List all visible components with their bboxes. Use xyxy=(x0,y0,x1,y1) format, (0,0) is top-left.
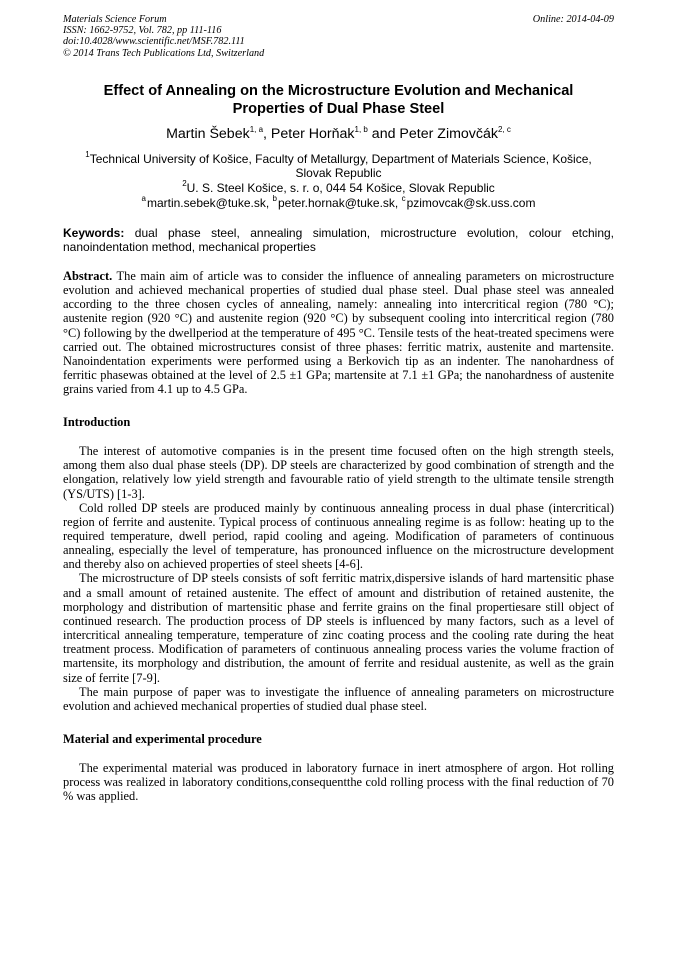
author-separator: and xyxy=(367,125,400,142)
affiliation-mark: 1 xyxy=(85,149,90,159)
paragraph: Cold rolled DP steels are produced mainly by continuous annealing process in dual phase (intercritical) region of ferrite and austenite. Typical process of continuous annealing regime is as follow: heating up to the required temperature, dwell period, rapid cooling and ageing. Modification of parameters of continuous annealing, especially the level of temperature, has pronounced influence on the microstructure development and thereby also on achieved properties of steel sheets [4-6]. xyxy=(63,500,614,572)
author-affiliation-mark: 2, c xyxy=(497,124,511,134)
keywords-text: dual phase steel, annealing simulation, microstructure evolution, colour etching, nanoindentation method, mechanical properties xyxy=(63,226,614,255)
affiliation-mark: 2 xyxy=(182,179,187,188)
email-link[interactable]: martin.sebek@tuke.sk, xyxy=(146,195,273,210)
affiliations xyxy=(63,149,614,210)
paper-page xyxy=(63,14,614,803)
author-name: Peter Zimovčák xyxy=(399,125,498,142)
affiliation-1-country: Slovak Republic xyxy=(295,166,382,181)
copyright-line: © 2014 Trans Tech Publications Ltd, Switzerland xyxy=(63,47,265,59)
author-name: Martin Šebek xyxy=(166,125,250,142)
abstract-block xyxy=(63,269,614,396)
doi-line: doi:10.4028/www.scientific.net/MSF.782.111 xyxy=(63,36,245,48)
paragraph: The experimental material was produced in laboratory furnace in inert atmosphere of argon. Hot rolling process was realized in laboratory conditions,consequentthe cold rolling process with the final reduction of 70 % was applied. xyxy=(63,761,614,804)
author-separator: , xyxy=(263,125,271,142)
email-mark: a xyxy=(141,193,146,203)
author-affiliation-mark: 1, a xyxy=(249,124,264,134)
paragraph: The interest of automotive companies is in the present time focused often on the high strength steels, among them also dual phase steels (DP). DP steels are characterized by good combination of strength and the elongation, relatively low yield strength and favourable ratio of yield strength to the ultimate tensile strength (YS/UTS) [1-3]. xyxy=(63,444,614,501)
journal-name: Materials Science Forum xyxy=(63,14,167,25)
online-date: Online: 2014-04-09 xyxy=(532,14,614,25)
journal-header xyxy=(63,14,614,59)
section-heading-introduction: Introduction xyxy=(63,415,131,430)
keywords-block xyxy=(63,226,614,254)
affiliation-text: U. S. Steel Košice, s. r. o, 044 54 Košice, Slovak Republic xyxy=(186,181,495,195)
paragraph: The microstructure of DP steels consists of soft ferritic matrix,dispersive islands of hard martensitic phase and a small amount of retained austenite. The effect of amount and distribution of retained austenite, the morphology and distribution of martensitic phase and ferrite grains on the final propertiesare still object of continued research. The production process of DP steels is influenced by many factors, such as a level of intercritical annealing temperature, temperature of zinc coating process and the cooling rate during the heat treatment process. Modification of parameters of continuous annealing process varies the volume fraction of martensite, its morphology and distribution, the amount of ferrite and residual austenite, as well as the grain size of ferrite [7-9]. xyxy=(63,571,614,685)
keywords-label: Keywords: xyxy=(63,226,125,241)
email-mark: b xyxy=(272,193,277,203)
abstract-text: The main aim of article was to consider the influence of annealing parameters on microstructure evolution and achieved mechanical properties of studied dual phase steel. Dual phase steel was annealed according to the three chosen cycles of annealing, namely: annealing into intercritical region (780 °C); austenite region (920 °C) and austenite region (920 °C) by subsequent cooling into intercritical region (780 °C) following by the dwellperiod at the temperature of 495 °C. Tensile tests of the heat-treated specimens were carried out. The obtained microstructures consist of three phases: ferritic matrix, austenite and martensite. Nanoindentation experiments were performed using a Berkovich tip as an indenter. The nanohardness of ferritic phasewas obtained at the level of 2.5 ±1 GPa; martensite at 7.1 ±1 GPa; the nanohardness of austenite grains varied from 4.1 up to 4.5 GPa. xyxy=(63,269,614,396)
email-list xyxy=(63,193,614,211)
section-heading-materials: Material and experimental procedure xyxy=(63,732,262,746)
author-affiliation-mark: 1, b xyxy=(354,124,368,134)
paragraph: The main purpose of paper was to investigate the influence of annealing parameters on microstructure evolution and achieved mechanical properties of studied dual phase steel. xyxy=(63,684,614,713)
title-line-1: Effect of Annealing on the Microstructure Evolution and Mechanical xyxy=(103,82,574,99)
issn-line: ISSN: 1662-9752, Vol. 782, pp 111-116 xyxy=(63,25,222,37)
paper-title xyxy=(63,82,614,118)
title-line-2: Properties of Dual Phase Steel xyxy=(232,100,445,117)
author-name: Peter Horňak xyxy=(270,125,355,142)
email-link[interactable]: pzimovcak@sk.uss.com xyxy=(406,195,536,210)
affiliation-1 xyxy=(63,149,614,167)
abstract-label: Abstract. xyxy=(63,269,113,284)
author-list xyxy=(63,125,614,143)
email-mark: c xyxy=(401,193,406,203)
email-link[interactable]: peter.hornak@tuke.sk, xyxy=(277,195,402,210)
affiliation-text: Technical University of Košice, Faculty of Metallurgy, Department of Materials Science, Košice, xyxy=(89,151,592,166)
